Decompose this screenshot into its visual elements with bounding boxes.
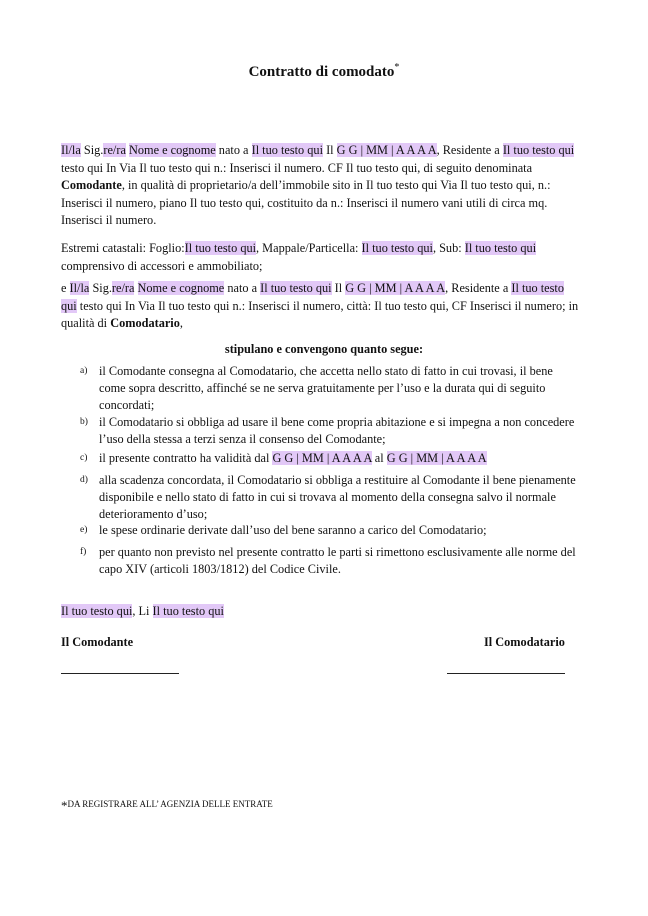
stipulano-heading: stipulano e convengono quanto segue: [224, 342, 424, 356]
signature-label-comodante: Il Comodante [61, 635, 134, 649]
signature-label-comodatario: Il Comodatario [484, 635, 565, 649]
field-foglio[interactable]: Il tuo testo qui [184, 241, 257, 255]
footnote: *DA REGISTRARE ALL’ AGENZIA DELLE ENTRATE [61, 798, 273, 813]
field-sig-2[interactable]: Il/la [69, 281, 90, 295]
field-sig-b[interactable]: re/ra [103, 143, 126, 157]
field-sign-date[interactable]: Il tuo testo qui [152, 604, 224, 618]
field-date-to[interactable]: G G | MM | A A A A [386, 451, 487, 465]
clause-b: b) il Comodatario si obbliga ad usare il bene come propria abitazione e si impegna a non concedere l’uso della stessa a terzi senza il consenso del Comodante; [80, 415, 575, 446]
signature-line-comodatario[interactable] [447, 663, 565, 674]
paragraph-catastali: Estremi catastali: Foglio:Il tuo testo qui, Mappale/Particella: Il tuo testo qui, Sub: Il tuo testo qui comprensivo di accessori e ammobiliato; [61, 241, 537, 273]
field-name[interactable]: Nome e cognome [128, 143, 216, 157]
field-residence[interactable]: Il tuo testo qui [502, 143, 575, 157]
paragraph-comodante: Il/la Sig.re/ra Nome e cognome nato a Il tuo testo qui Il G G | MM | A A A A, Residente a Il tuo testo qui testo qui In Via Il tuo testo qui n.: Inserisci il numero. CF Il tuo testo qui, di seguito denominata Comodante, in qualità di proprietario/a dell’immobile sito in Il tuo testo qui Via Il tuo testo qui, n.: Inserisci il numero, piano Il tuo testo qui, costituito da n.: Inserisci il numero vani utili di circa mq. Inserisci il numero. [61, 143, 575, 228]
paragraph-comodatario: e Il/la Sig.re/ra Nome e cognome nato a Il tuo testo qui Il G G | MM | A A A A, Residente a Il tuo testo qui testo qui In Via Il tuo testo qui n.: Inserisci il numero, città: Il tuo testo qui, CF Inserisci il numero; in qualità di Comodatario, [61, 281, 579, 331]
field-sub[interactable]: Il tuo testo qui [464, 241, 537, 255]
field-mappale[interactable]: Il tuo testo qui [361, 241, 433, 255]
clause-a: a) il Comodante consegna al Comodatario, che accetta nello stato di fatto in cui trovasi, il bene come sopra descritto, affinché se ne serva gratuitamente per l’uso e la durata qui di seguito concordati; [80, 364, 553, 412]
signature-line-comodante[interactable] [61, 663, 179, 674]
clause-d: d) alla scadenza concordata, il Comodatario si obbliga a restituire al Comodante il bene pienamente disponibile e nello stato di fatto in cui si trovava al momento della consegna salvo il normale deterioramento d’uso; [80, 473, 576, 521]
field-birthdate[interactable]: G G | MM | A A A A [336, 143, 437, 157]
field-residence-2[interactable]: Il tuo testo qui [61, 281, 564, 313]
page-title: Contratto di comodato* [248, 62, 400, 80]
field-sig-2b[interactable]: re/ra [111, 281, 135, 295]
place-date: Il tuo testo qui, Li Il tuo testo qui [61, 604, 224, 618]
field-birthplace-2[interactable]: Il tuo testo qui [260, 281, 332, 295]
clause-e: e) le spese ordinarie derivate dall’uso del bene saranno a carico del Comodatario; [80, 523, 487, 537]
field-birthdate-2[interactable]: G G | MM | A A A A [345, 281, 446, 295]
field-sig[interactable]: Il/la [61, 143, 81, 157]
clause-c: c) il presente contratto ha validità dal G G | MM | A A A A al G G | MM | A A A A [80, 451, 487, 465]
field-name-2[interactable]: Nome e cognome [137, 281, 225, 295]
clause-f: f) per quanto non previsto nel presente contratto le parti si rimettono esclusivamente alle norme del capo XIV (articoli 1803/1812) del Codice Civile. [80, 545, 576, 576]
field-date-from[interactable]: G G | MM | A A A A [272, 451, 372, 465]
field-birthplace[interactable]: Il tuo testo qui [251, 143, 323, 157]
field-place[interactable]: Il tuo testo qui [61, 604, 133, 618]
